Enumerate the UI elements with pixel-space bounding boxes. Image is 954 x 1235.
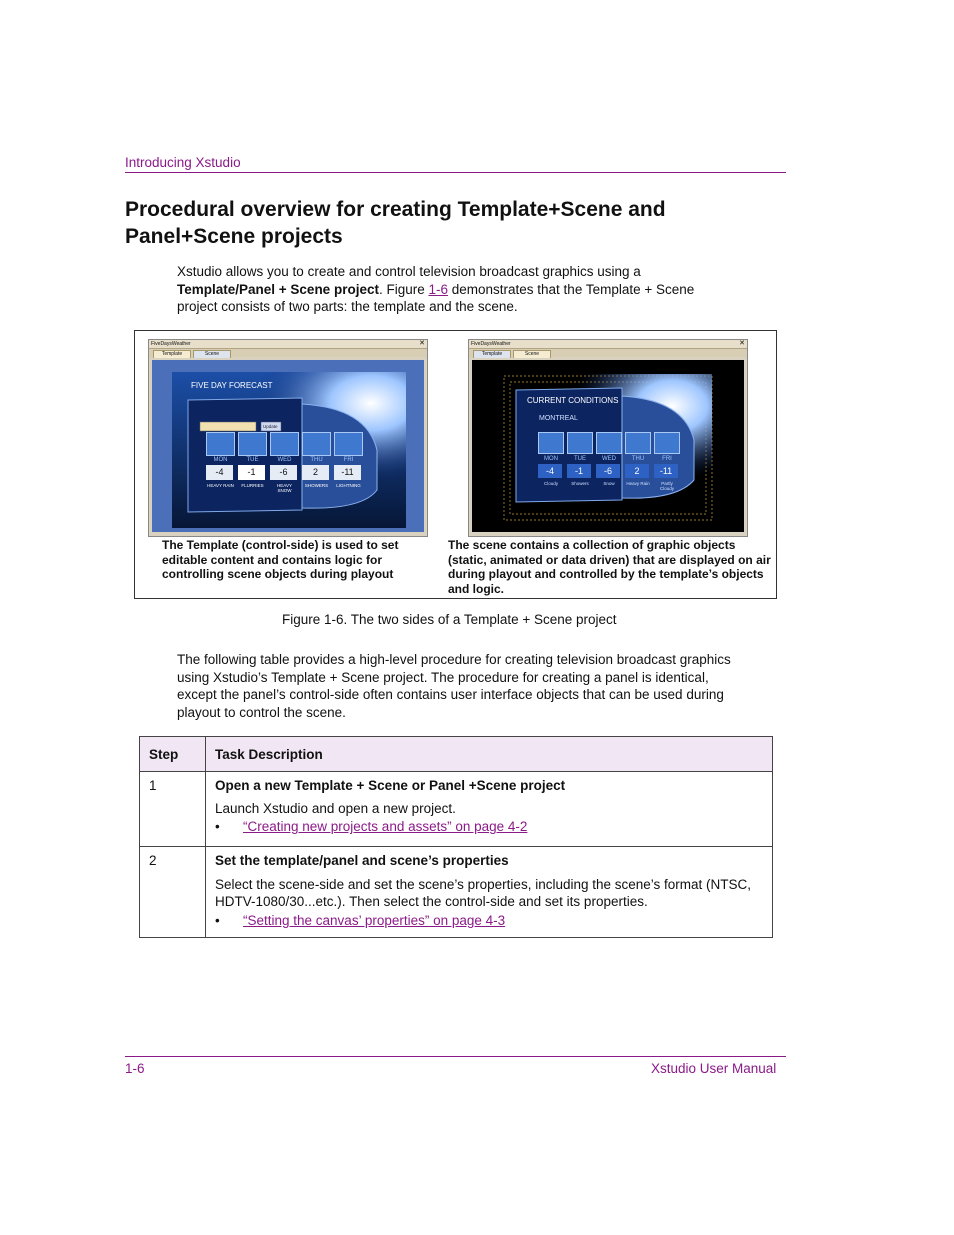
page-number: 1-6	[125, 1061, 145, 1076]
forecast-days	[206, 432, 382, 524]
procedure-table	[139, 736, 773, 938]
tab-template: Template	[153, 350, 191, 358]
weather-icon	[302, 432, 331, 456]
footer-rule	[125, 1056, 786, 1057]
window-titlebar: FiveDaysWeather ✕	[471, 340, 745, 347]
bullet-icon: •	[215, 819, 220, 834]
condition-label: LIGHTNING	[336, 483, 361, 488]
city-label: MONTREAL	[539, 415, 578, 422]
tab-template: Template	[473, 350, 511, 358]
day-label: THU	[310, 457, 323, 463]
bullet-icon: •	[215, 913, 220, 928]
tab-scene: Scene	[193, 350, 231, 358]
day-label: MON	[544, 456, 558, 462]
tab-scene: Scene	[513, 350, 551, 358]
close-icon: ✕	[419, 340, 425, 347]
weather-icon	[654, 432, 680, 454]
task-cell	[206, 847, 773, 938]
weather-icon	[567, 432, 593, 454]
temp-value: -11	[654, 464, 678, 478]
conditions-days	[538, 432, 714, 524]
temp-value: -1	[238, 465, 265, 480]
condition-label: HEAVY SNOW	[277, 483, 292, 493]
temp-value: -1	[567, 464, 591, 478]
condition-label: Showers	[571, 481, 589, 486]
section-title: Procedural overview for creating Template+Scene and Panel+Scene projects	[125, 198, 666, 248]
close-icon: ✕	[739, 340, 745, 347]
day-label: MON	[213, 457, 228, 463]
day-label: WED	[602, 456, 616, 462]
step-number: 1	[140, 772, 206, 847]
condition-label: Cloudy	[543, 481, 558, 486]
figure-link[interactable]: 1-6	[428, 281, 448, 297]
temp-value: 2	[625, 464, 649, 478]
figure-caption: Figure 1-6. The two sides of a Template + Scene project	[282, 612, 617, 627]
condition-label: Partly Cloudy	[659, 481, 674, 491]
table-row	[140, 772, 773, 847]
condition-label: Snow	[603, 481, 615, 486]
temp-value: -11	[334, 465, 361, 480]
scene-caption: The scene contains a collection of graphic objects (static, animated or data driven) that are displayed on air during playout and controlled by the template’s objects and logic.	[448, 538, 771, 596]
figure-box	[134, 330, 777, 599]
step-number: 2	[140, 847, 206, 938]
update-button: Update	[263, 424, 278, 429]
weather-icon	[334, 432, 363, 456]
table-header-row	[140, 737, 773, 772]
scene-screenshot	[468, 339, 748, 537]
task-reference	[215, 819, 772, 834]
condition-label: FLURRIES	[241, 483, 264, 488]
task-title: Set the template/panel and scene’s properties	[215, 853, 509, 868]
task-title: Open a new Template + Scene or Panel +Scene project	[215, 778, 566, 793]
temp-value: -6	[596, 464, 620, 478]
day-label: TUE	[246, 457, 259, 463]
condition-label: SHOWERS	[304, 483, 329, 488]
task-cell	[206, 772, 773, 847]
temp-value: -4	[538, 464, 562, 478]
day-label: WED	[277, 457, 292, 463]
condition-label: Heavy Rain	[626, 481, 650, 486]
column-header-step: Step	[140, 737, 206, 772]
table-row	[140, 847, 773, 938]
day-label: FRI	[343, 457, 354, 463]
task-reference	[215, 913, 766, 928]
template-screenshot	[148, 339, 428, 537]
weather-icon	[625, 432, 651, 454]
weather-icon	[238, 432, 267, 456]
condition-label: HEAVY RAIN	[207, 483, 234, 488]
manual-title: Xstudio User Manual	[651, 1061, 777, 1076]
weather-icon	[206, 432, 235, 456]
temp-value: -6	[270, 465, 297, 480]
body-paragraph: The following table provides a high-level procedure for creating television broadcast graphics using Xstudio’s Template + Scene project. The procedure for creating a panel is identical, except the panel’s control-side often contains user interface objects that can be used during playout to control the scene.	[177, 652, 731, 720]
forecast-panel-title: FIVE DAY FORECAST	[191, 381, 273, 390]
conditions-panel-title: CURRENT CONDITIONS	[527, 396, 619, 405]
weather-icon	[538, 432, 564, 454]
column-header-task: Task Description	[206, 737, 773, 772]
template-caption: The Template (control-side) is used to set editable content and contains logic for controlling scene objects during playout	[162, 538, 399, 581]
intro-paragraph: Xstudio allows you to create and control television broadcast graphics using a Template/Panel + Scene project. Figure 1-6 demonstrates that the Template + Scene project consists of two parts: the template and the scene.	[177, 264, 695, 314]
cross-reference-link[interactable]: “Creating new projects and assets” on page 4-2	[243, 819, 528, 834]
task-text: Launch Xstudio and open a new project.	[215, 801, 456, 816]
temp-value: 2	[302, 465, 329, 480]
window-titlebar: FiveDaysWeather ✕	[151, 340, 425, 347]
temp-value: -4	[206, 465, 233, 480]
task-text: Select the scene-side and set the scene’s properties, including the scene’s format (NTSC, HDTV-1080/30...etc.). Then select the control-side and set its properties.	[215, 877, 752, 909]
running-header: Introducing Xstudio	[125, 155, 241, 170]
weather-icon	[596, 432, 622, 454]
header-rule	[125, 172, 786, 173]
day-label: THU	[631, 456, 645, 462]
day-label: TUE	[574, 456, 586, 462]
cross-reference-link[interactable]: “Setting the canvas’ properties” on page 4-3	[243, 913, 506, 928]
day-label: FRI	[662, 456, 672, 462]
weather-icon	[270, 432, 299, 456]
